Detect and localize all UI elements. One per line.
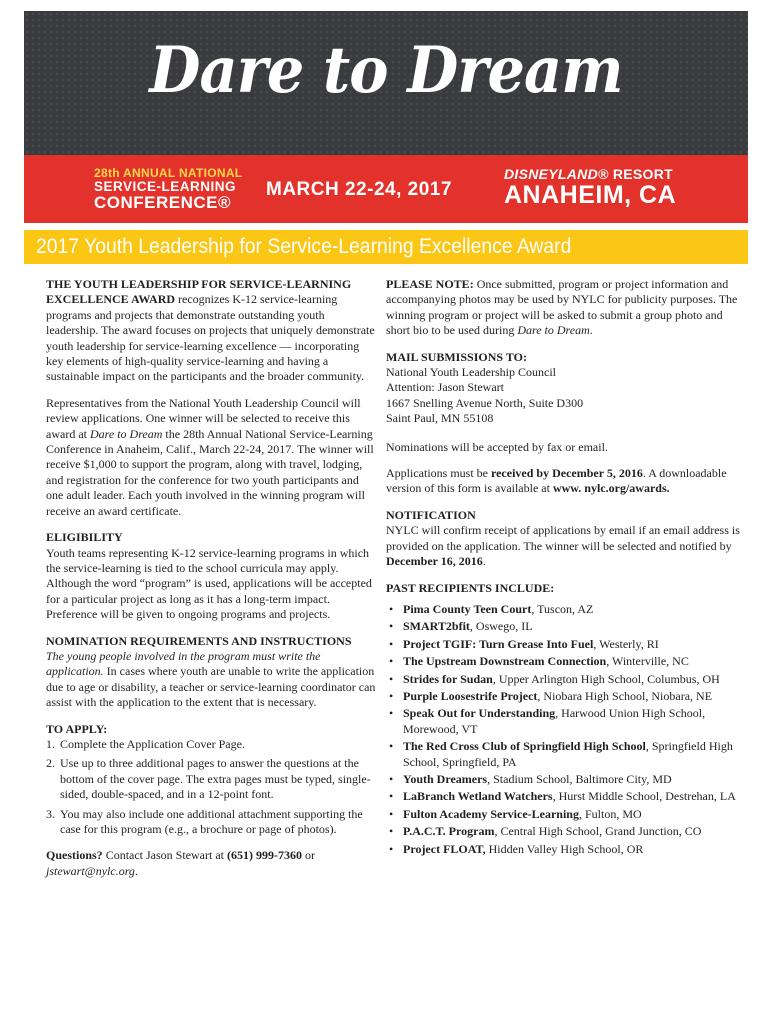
- questions-end: .: [134, 863, 138, 878]
- bullet-icon: •: [389, 601, 394, 616]
- recipient-item: [386, 654, 746, 669]
- recipient-name: Project FLOAT,: [403, 841, 486, 856]
- bullet-icon: •: [389, 789, 394, 804]
- left-column: [46, 277, 376, 879]
- apply-heading: TO APPLY:: [46, 721, 108, 736]
- nomination-italic: The young people involved in the program must write the application.: [46, 648, 321, 679]
- recipient-name: The Upstream Downstream Connection: [403, 654, 607, 669]
- review-italic: Dare to Dream: [89, 426, 163, 441]
- recipient-place: , Winterville, NC: [606, 654, 689, 669]
- header-banner: [24, 11, 748, 155]
- recipient-item: [386, 739, 746, 770]
- conference-line-1: 28th ANNUAL NATIONAL: [94, 166, 243, 180]
- recipient-item: [386, 672, 746, 687]
- mail-line: National Youth Leadership Council: [386, 365, 556, 380]
- recipient-name: P.A.C.T. Program: [403, 824, 495, 839]
- note-text: Once submitted, program or project information and accompanying photos may be used by NYLC for publicity purposes. The winning program or project will be asked to submit a group photo and short bio to be used during: [386, 277, 738, 338]
- recipient-place: , Stadium School, Baltimore City, MD: [487, 771, 672, 786]
- review-text-2: the 28th Annual National Service-Learning Conference in Anaheim, Calif., March 22-24, 2017. The winner will receive $1,000 to support the program, along with travel, lodging, and registration for the conference for two youth participants and one adult leader. Each youth involved in the winning program will receive an award certificate.: [46, 426, 374, 518]
- conference-info-bar: [24, 155, 748, 223]
- step-text: You may also include one additional attachment supporting the case for this program (e.g., a brochure or page of photos).: [60, 806, 363, 836]
- apply-step: [46, 737, 376, 752]
- nomination-paragraph: [46, 649, 376, 711]
- step-number: 1.: [46, 736, 55, 751]
- fax-text: Nominations will be accepted by fax or email.: [386, 439, 608, 454]
- intro-paragraph: [46, 277, 376, 385]
- download-link[interactable]: www. nylc.org/awards.: [552, 481, 670, 496]
- recipient-place: , Tuscon, AZ: [531, 601, 594, 616]
- recipient-name: The Red Cross Club of Springfield High School: [403, 739, 646, 754]
- conference-dates: MARCH 22-24, 2017: [266, 179, 452, 200]
- deadline-pre: Applications must be: [386, 466, 491, 481]
- notification-date: December 16, 2016: [386, 554, 483, 569]
- conference-name: [94, 167, 242, 211]
- intro-bold: THE YOUTH LEADERSHIP FOR SERVICE-LEARNING EXCELLENCE AWARD: [46, 277, 352, 307]
- review-text-1: Representatives from the National Youth Leadership Council will review applications. One winner will be selected to receive this award at: [46, 395, 361, 441]
- recipient-name: SMART2bfit: [403, 619, 470, 634]
- deadline-paragraph: [386, 466, 746, 497]
- bullet-icon: •: [389, 688, 394, 703]
- mail-line: Attention: Jason Stewart: [386, 380, 504, 395]
- recipient-name: Speak Out for Understanding: [403, 706, 556, 721]
- apply-step: [46, 756, 376, 802]
- recipient-item: [386, 789, 746, 804]
- recipient-place: Hidden Valley High School, OR: [485, 841, 644, 856]
- recipient-place: , Oswego, IL: [469, 619, 533, 634]
- notification-text: NYLC will confirm receipt of applications by email if an email address is provided on the application. The winner will be selected and notified by: [386, 523, 740, 553]
- bullet-icon: •: [389, 841, 394, 856]
- note-paragraph: [386, 277, 746, 339]
- questions-paragraph: [46, 848, 376, 879]
- note-italic: Dare to Dream: [517, 323, 590, 338]
- recipient-place: , Upper Arlington High School, Columbus, OH: [492, 671, 720, 686]
- recipient-item: [386, 689, 746, 704]
- recipient-name: Fulton Academy Service-Learning: [403, 806, 579, 821]
- bullet-icon: •: [389, 654, 394, 669]
- recipient-place: , Harwood Union High School, Morewood, VT: [403, 706, 706, 736]
- resort-suffix: RESORT: [608, 166, 673, 182]
- award-title-bar: [24, 230, 748, 264]
- bullet-icon: •: [389, 619, 394, 634]
- recipient-item: [386, 807, 746, 822]
- mail-line: 1667 Snelling Avenue North, Suite D300: [386, 395, 584, 410]
- bullet-icon: •: [389, 824, 394, 839]
- recipient-name: Project TGIF: Turn Grease Into Fuel: [403, 636, 594, 651]
- bullet-icon: •: [389, 706, 394, 721]
- bullet-icon: •: [389, 739, 394, 754]
- contact-phone: (651) 999-7360: [227, 848, 302, 863]
- conference-logo-title: Dare to Dream: [149, 33, 623, 108]
- recipient-item: [386, 824, 746, 839]
- notification-paragraph: [386, 523, 746, 569]
- recipient-place: , Springfield High School, Springfield, PA: [403, 739, 733, 769]
- step-number: 3.: [46, 806, 55, 821]
- mail-line: Saint Paul, MN 55108: [386, 411, 494, 426]
- note-bold: PLEASE NOTE:: [386, 277, 474, 291]
- award-title: 2017 Youth Leadership for Service-Learning Excellence Award: [36, 234, 572, 258]
- recipient-item: [386, 637, 746, 652]
- step-text: Complete the Application Cover Page.: [60, 736, 245, 751]
- recipient-item: [386, 706, 746, 737]
- notification-end: .: [482, 554, 486, 569]
- step-text: Use up to three additional pages to answer the questions at the bottom of the cover page. The extra pages must be typed, single-sided, double-spaced, and in a 12-point font.: [60, 756, 371, 802]
- bullet-icon: •: [389, 771, 394, 786]
- conference-location: [504, 167, 676, 208]
- bullet-icon: •: [389, 636, 394, 651]
- recipient-item: [386, 619, 746, 634]
- apply-step: [46, 807, 376, 838]
- recipient-item: [386, 772, 746, 787]
- resort-brand: DISNEYLAND®: [504, 166, 609, 182]
- recipient-name: Purple Loosestrife Project: [403, 688, 538, 703]
- recipient-place: , Fulton, MO: [578, 806, 642, 821]
- recipient-item: [386, 602, 746, 617]
- bullet-icon: •: [389, 806, 394, 821]
- right-column: [386, 277, 746, 859]
- conference-line-2: SERVICE-LEARNING: [94, 179, 237, 194]
- questions-bold: Questions?: [46, 848, 103, 863]
- note-end: .: [589, 323, 593, 338]
- recipient-place: , Central High School, Grand Junction, CO: [494, 824, 702, 839]
- deadline-mid: . A downloadable version of this form is available at: [386, 466, 727, 496]
- recipient-name: LaBranch Wetland Watchers: [403, 789, 553, 804]
- apply-steps: [46, 737, 376, 837]
- recipient-place: , Niobara High School, Niobara, NE: [537, 688, 713, 703]
- deadline-date: received by December 5, 2016: [491, 466, 643, 481]
- recipient-item: [386, 842, 746, 857]
- questions-text: Contact Jason Stewart at: [102, 848, 227, 863]
- nomination-text: In cases where youth are unable to write the application due to age or disability, a teacher or service-learning coordinator can assist with the application to the extent that is necessary.: [46, 664, 376, 710]
- eligibility-text: Youth teams representing K-12 service-learning programs in which the service-learning is tied to the school curricula may apply. Although the word “program” is used, applications will be accepted for a particular project as long as it has a long-term impact. Preference will be given to ongoing programs and projects.: [46, 545, 372, 622]
- resort-name: [504, 167, 676, 181]
- contact-email[interactable]: jstewart@nylc.org: [46, 863, 135, 878]
- recipient-name: Strides for Sudan: [403, 671, 493, 686]
- review-paragraph: [46, 396, 376, 519]
- past-recipients-heading: PAST RECIPIENTS INCLUDE:: [386, 580, 555, 595]
- notification-heading: NOTIFICATION: [386, 507, 476, 522]
- resort-city: ANAHEIM, CA: [504, 181, 677, 209]
- conference-line-3: CONFERENCE®: [94, 192, 232, 212]
- past-recipients-list: [386, 602, 746, 857]
- intro-text: recognizes K-12 service-learning programs and projects that demonstrate outstanding youth leadership. The award focuses on projects that uniquely demonstrate youth leadership for service-learning excellence — incorporating key elements of high-quality service-learning and having a sustainable impact on the participants and the broader community.: [46, 292, 375, 384]
- eligibility-heading: ELIGIBILITY: [46, 530, 123, 545]
- recipient-place: , Westerly, RI: [593, 636, 659, 651]
- recipient-place: , Hurst Middle School, Destrehan, LA: [552, 789, 736, 804]
- nomination-heading: NOMINATION REQUIREMENTS AND INSTRUCTIONS: [46, 633, 352, 648]
- recipient-name: Pima County Teen Court: [403, 601, 532, 616]
- questions-or: or: [302, 848, 315, 863]
- mail-heading: MAIL SUBMISSIONS TO:: [386, 349, 527, 364]
- step-number: 2.: [46, 756, 55, 771]
- recipient-name: Youth Dreamers: [403, 771, 488, 786]
- bullet-icon: •: [389, 671, 394, 686]
